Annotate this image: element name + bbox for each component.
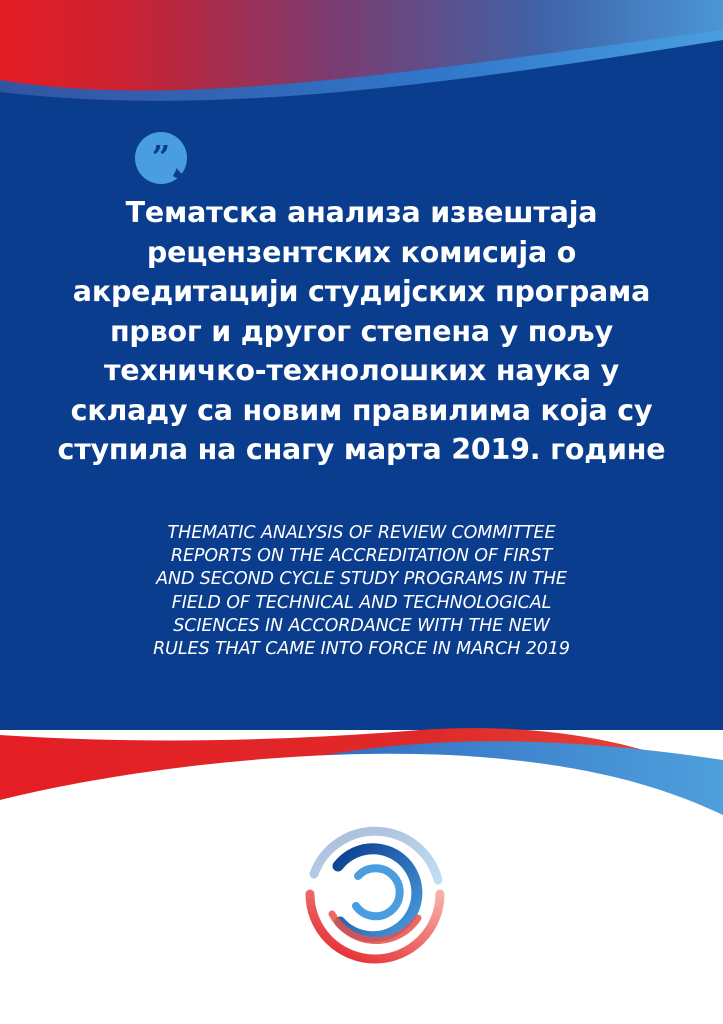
title-serbian-line: ступила на снагу марта 2019. године: [57, 433, 666, 466]
title-serbian-line: техничко-технолошких наука у: [103, 354, 620, 387]
title-english: [40, 522, 683, 661]
title-english-line: REPORTS ON THE ACCREDITATION OF FIRST: [170, 546, 553, 567]
title-serbian-line: складу са новим правилима која су: [70, 393, 653, 427]
title-english-line: FIELD OF TECHNICAL AND TECHNOLOGICAL: [171, 592, 552, 613]
svg-text:”: ”: [151, 138, 171, 176]
title-serbian: [20, 193, 703, 470]
title-serbian-line: рецензентских комисија о: [146, 235, 577, 269]
ring-logo-icon: [300, 814, 450, 964]
title-english-line: AND SECOND CYCLE STUDY PROGRAMS IN THE: [156, 569, 567, 590]
title-english-line: THEMATIC ANALYSIS OF REVIEW COMMITTEE: [167, 523, 556, 543]
title-serbian-line: првог и другог степена у пољу: [109, 314, 614, 348]
title-english-line: SCIENCES IN ACCORDANCE WITH THE NEW: [173, 615, 550, 636]
title-english-line: RULES THAT CAME INTO FORCE IN MARCH 2019: [153, 639, 570, 660]
quote-icon: [133, 130, 189, 186]
title-serbian-line: акредитацији студијских програма: [72, 275, 651, 308]
title-serbian-line: Тематска анализа извештаја: [125, 196, 598, 229]
